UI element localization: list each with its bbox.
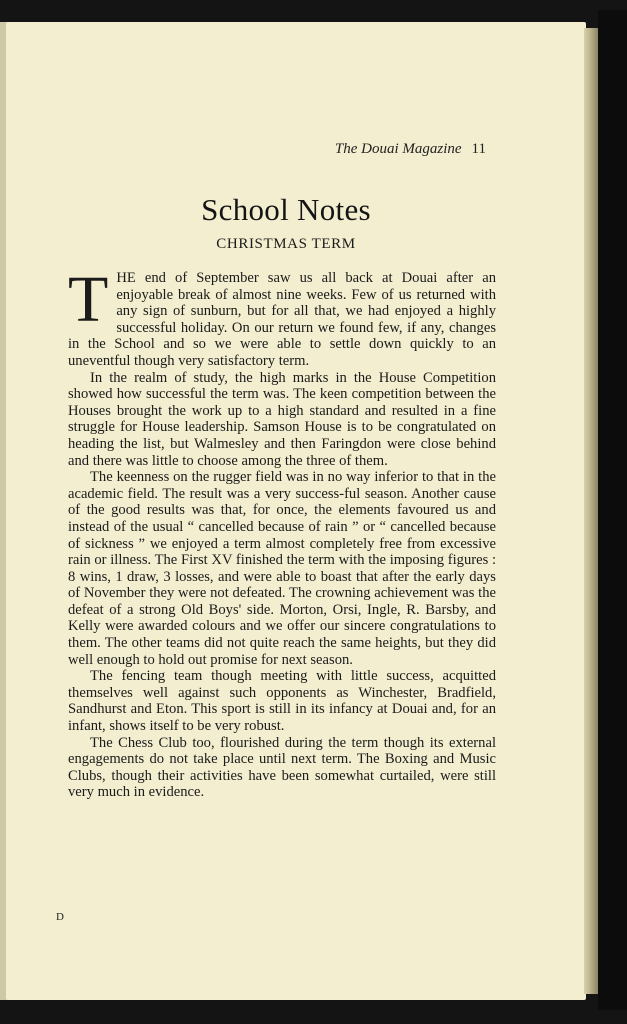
running-head <box>335 141 486 158</box>
paragraph-4: The fencing team though meeting with little success, acquitted themselves well against such opponents as Winchester, Bradfield, Sandhurst and Eton. This sport is still in its infancy at Douai and, for an infant, shows itself to be very robust. <box>68 668 496 735</box>
paragraph-5: The Chess Club too, flourished during the term though its external engagements do not take place until next term. The Boxing and Music Clubs, though their activities have been somewhat curtailed, were still very much in evidence. <box>68 734 496 801</box>
paragraph-1-text: HE end of September saw us all back at Douai after an enjoyable break of almost nine weeks. Few of us returned with any sign of sunburn, but for all that, we had enjoyed a highly successful holiday. On our return we found few, if any, changes in the School and so we were able to settle down quickly to an uneventful though very satisfactory term. <box>68 270 496 369</box>
page-number: 11 <box>471 141 486 157</box>
paragraph-1 <box>68 263 496 370</box>
drop-cap: T <box>68 263 109 336</box>
article-body <box>68 263 496 801</box>
article-subtitle: CHRISTMAS TERM <box>216 236 356 252</box>
book-spine-shadow <box>598 10 627 1010</box>
signature-mark: D <box>56 911 64 923</box>
paragraph-3: The keenness on the rugger field was in no way inferior to that in the academic field. The result was a very success-ful season. Another cause of the good results was that, for once, the elements favoured us and instead of the usual “ cancelled because of rain ” or “ cancelled because of sickness ” we enjoyed a term almost completely free from excessive rain or illness. The First XV finished the term with the imposing figures : 8 wins, 1 draw, 3 losses, and were able to boast that after the early days of November they were not defeated. The crowning achievement was the defeat of a strong Old Boys' side. Morton, Orsi, Ingle, R. Barsby, and Kelly were awarded colours and we offer our sincere congratulations to them. The other teams did not quite reach the same heights, but they did well enough to hold out promise for next season. <box>68 469 496 668</box>
paragraph-2: In the realm of study, the high marks in the House Competition showed how successful the term was. The keen competition between the Houses brought the work up to a high standard and resulted in a fine struggle for House leadership. Samson House is to be congratulated on heading the list, but Walmesley and then Faringdon were close behind and there was little to choose among the three of them. <box>68 369 496 469</box>
page-edge-right <box>584 28 598 994</box>
magazine-page <box>6 22 586 1000</box>
magazine-title: The Douai Magazine <box>334 141 462 157</box>
article-title: School Notes <box>201 192 371 227</box>
